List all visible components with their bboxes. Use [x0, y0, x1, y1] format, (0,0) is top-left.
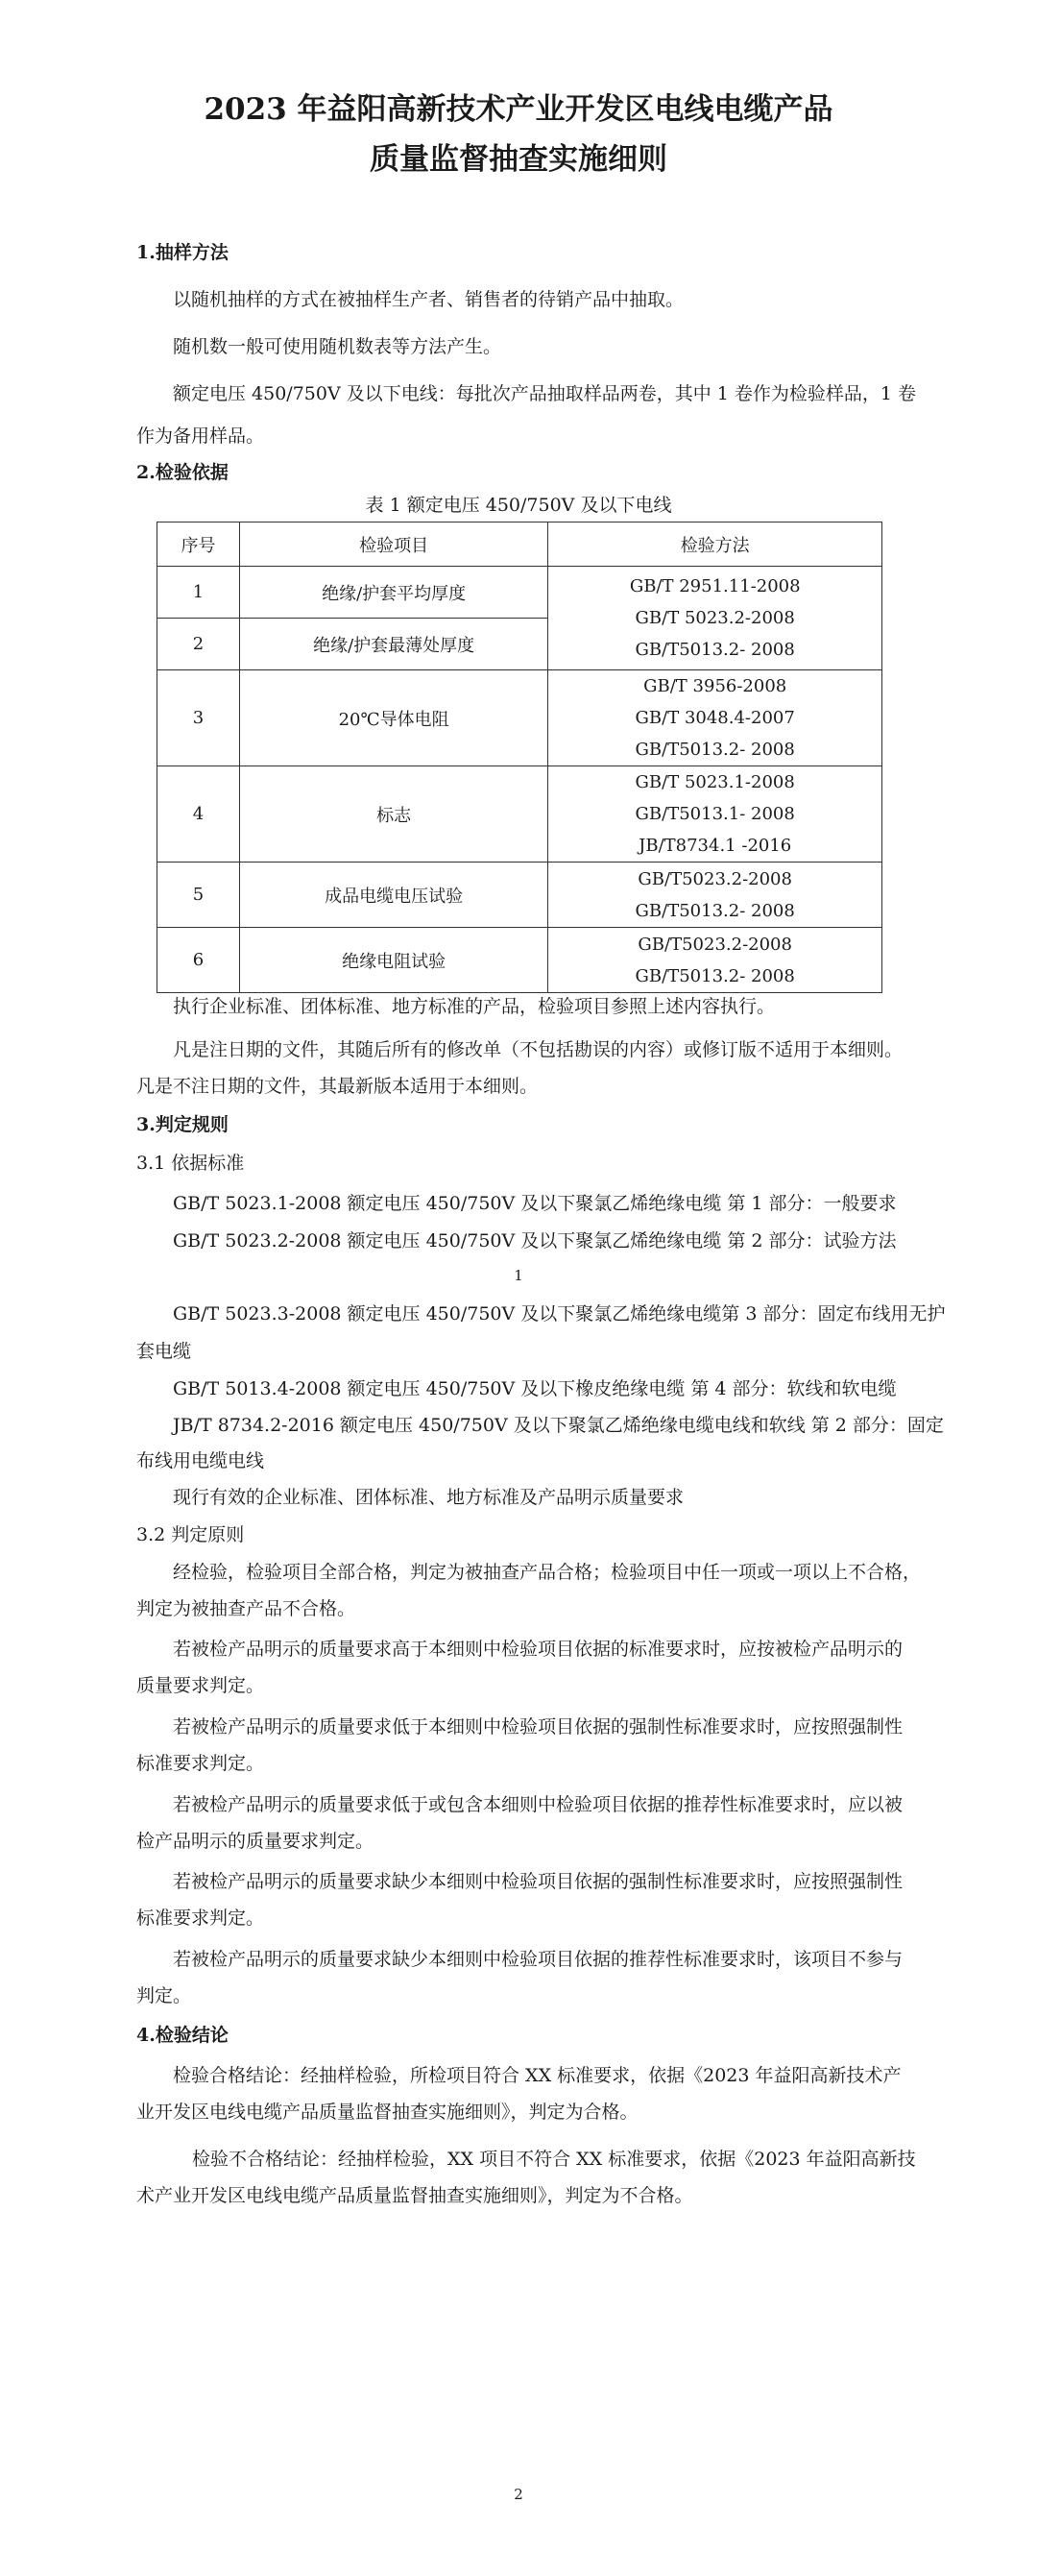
paragraph: 若被检产品明示的质量要求低于或包含本细则中检验项目依据的推荐性标准要求时，应以被: [173, 1794, 904, 1815]
row-number: 2: [157, 619, 240, 670]
row-number: 3: [157, 670, 240, 766]
header-cell: 检验项目: [239, 522, 548, 567]
paragraph: 以随机抽样的方式在被抽样生产者、销售者的待销产品中抽取。: [173, 289, 685, 310]
paragraph: 判定为被抽查产品不合格。: [136, 1598, 356, 1619]
paragraph: 判定。: [136, 1985, 192, 2006]
table-row: [157, 766, 882, 863]
row-item: 绝缘/护套平均厚度: [239, 567, 548, 619]
row-method: [548, 928, 882, 993]
standard-entry: GB/T 5023.1-2008 额定电压 450/750V 及以下聚氯乙烯绝缘电缆 第 1 部分：一般要求: [173, 1193, 897, 1214]
paragraph: 标准要求判定。: [136, 1908, 265, 1929]
document-title-line1: 2023 年益阳高新技术产业开发区电线电缆产品: [204, 92, 833, 127]
row-method: [548, 670, 882, 766]
paragraph: 作为备用样品。: [136, 425, 265, 447]
document-title-line2: 质量监督抽查实施细则: [370, 142, 667, 177]
method-standard: GB/T5023.2-2008: [638, 868, 792, 889]
method-standard: GB/T5013.1- 2008: [635, 804, 795, 824]
paragraph: 若被检产品明示的质量要求低于本细则中检验项目依据的强制性标准要求时，应按照强制性: [173, 1716, 904, 1738]
method-standard: GB/T5013.2- 2008: [635, 965, 795, 986]
method-standard: GB/T5013.2- 2008: [635, 900, 795, 921]
method-standard: JB/T8734.1 -2016: [639, 836, 792, 856]
method-standard: GB/T5013.2- 2008: [635, 740, 795, 760]
row-method: [548, 863, 882, 928]
paragraph: 质量要求判定。: [136, 1675, 265, 1696]
section-heading-sampling: 1.抽样方法: [136, 242, 229, 263]
standard-entry: 布线用电缆电线: [136, 1450, 265, 1471]
paragraph: 业开发区电线电缆产品质量监督抽查实施细则》，判定为合格。: [136, 2102, 639, 2123]
standard-entry: GB/T 5023.3-2008 额定电压 450/750V 及以下聚氯乙烯绝缘电缆第 3 部分：固定布线用无护: [173, 1303, 946, 1324]
table-caption: 表 1 额定电压 450/750V 及以下电线: [365, 495, 672, 516]
method-standard: GB/T5023.2-2008: [638, 934, 792, 955]
standard-entry: JB/T 8734.2-2016 额定电压 450/750V 及以下聚氯乙烯绝缘电缆电线和软线 第 2 部分：固定: [173, 1415, 944, 1436]
table-row: [157, 928, 882, 993]
paragraph: 标准要求判定。: [136, 1753, 265, 1774]
section-heading-judgement: 3.判定规则: [136, 1114, 229, 1135]
paragraph: 若被检产品明示的质量要求缺少本细则中检验项目依据的强制性标准要求时，应按照强制性: [173, 1871, 904, 1892]
subsection-heading: 3.2 判定原则: [136, 1524, 245, 1545]
row-number: 4: [157, 766, 240, 863]
section-heading-basis: 2.检验依据: [136, 462, 229, 483]
method-standard: GB/T 2951.11-2008: [629, 576, 801, 596]
row-number: 6: [157, 928, 240, 993]
paragraph: 检验不合格结论：经抽样检验，XX 项目不符合 XX 标准要求，依据《2023 年益阳高新技: [192, 2149, 916, 2170]
paragraph: 凡是注日期的文件，其随后所有的修改单（不包括勘误的内容）或修订版不适用于本细则。: [173, 1039, 904, 1060]
inner-page-number: 1: [514, 1267, 523, 1284]
standard-entry: 现行有效的企业标准、团体标准、地方标准及产品明示质量要求: [173, 1487, 685, 1508]
table-row: [157, 567, 882, 619]
paragraph: 检产品明示的质量要求判定。: [136, 1831, 374, 1852]
inspection-table: [157, 522, 882, 993]
header-cell: 序号: [157, 522, 240, 567]
row-method: [548, 567, 882, 670]
standard-entry: GB/T 5023.2-2008 额定电压 450/750V 及以下聚氯乙烯绝缘电缆 第 2 部分：试验方法: [173, 1230, 897, 1252]
header-cell: 检验方法: [548, 522, 882, 567]
subsection-heading: 3.1 依据标准: [136, 1153, 245, 1174]
row-item: 成品电缆电压试验: [239, 863, 548, 928]
section-heading-conclusion: 4.检验结论: [136, 2025, 229, 2046]
page-number: 2: [514, 2486, 523, 2503]
table-row: [157, 670, 882, 766]
paragraph: 若被检产品明示的质量要求缺少本细则中检验项目依据的推荐性标准要求时，该项目不参与: [173, 1949, 904, 1970]
paragraph: 检验合格结论：经抽样检验，所检项目符合 XX 标准要求，依据《2023 年益阳高新技术产: [173, 2065, 902, 2086]
standard-entry: GB/T 5013.4-2008 额定电压 450/750V 及以下橡皮绝缘电缆 第 4 部分：软线和软电缆: [173, 1378, 897, 1399]
paragraph: 经检验，检验项目全部合格，判定为被抽查产品合格；检验项目中任一项或一项以上不合格，: [173, 1562, 922, 1583]
row-number: 1: [157, 567, 240, 619]
paragraph: 若被检产品明示的质量要求高于本细则中检验项目依据的标准要求时，应按被检产品明示的: [173, 1639, 904, 1660]
row-item: 绝缘/护套最薄处厚度: [239, 619, 548, 670]
standard-entry: 套电缆: [136, 1341, 192, 1362]
paragraph: 凡是不注日期的文件，其最新版本适用于本细则。: [136, 1076, 539, 1097]
method-standard: GB/T 5023.1-2008: [635, 772, 795, 792]
method-standard: GB/T 3048.4-2007: [635, 708, 795, 728]
paragraph: 随机数一般可使用随机数表等方法产生。: [173, 336, 502, 357]
row-number: 5: [157, 863, 240, 928]
row-item: 标志: [239, 766, 548, 863]
method-standard: GB/T5013.2- 2008: [635, 640, 795, 660]
method-standard: GB/T 5023.2-2008: [635, 608, 795, 628]
table-header-row: [157, 522, 882, 567]
paragraph: 额定电压 450/750V 及以下电线：每批次产品抽取样品两卷，其中 1 卷作为检验样品，1 卷: [173, 383, 917, 404]
row-item: 绝缘电阻试验: [239, 928, 548, 993]
paragraph: 术产业开发区电线电缆产品质量监督抽查实施细则》，判定为不合格。: [136, 2185, 693, 2206]
row-item: 20℃导体电阻: [239, 670, 548, 766]
method-standard: GB/T 3956-2008: [643, 676, 787, 696]
paragraph: 执行企业标准、团体标准、地方标准的产品，检验项目参照上述内容执行。: [173, 996, 776, 1017]
table-row: [157, 863, 882, 928]
row-method: [548, 766, 882, 863]
